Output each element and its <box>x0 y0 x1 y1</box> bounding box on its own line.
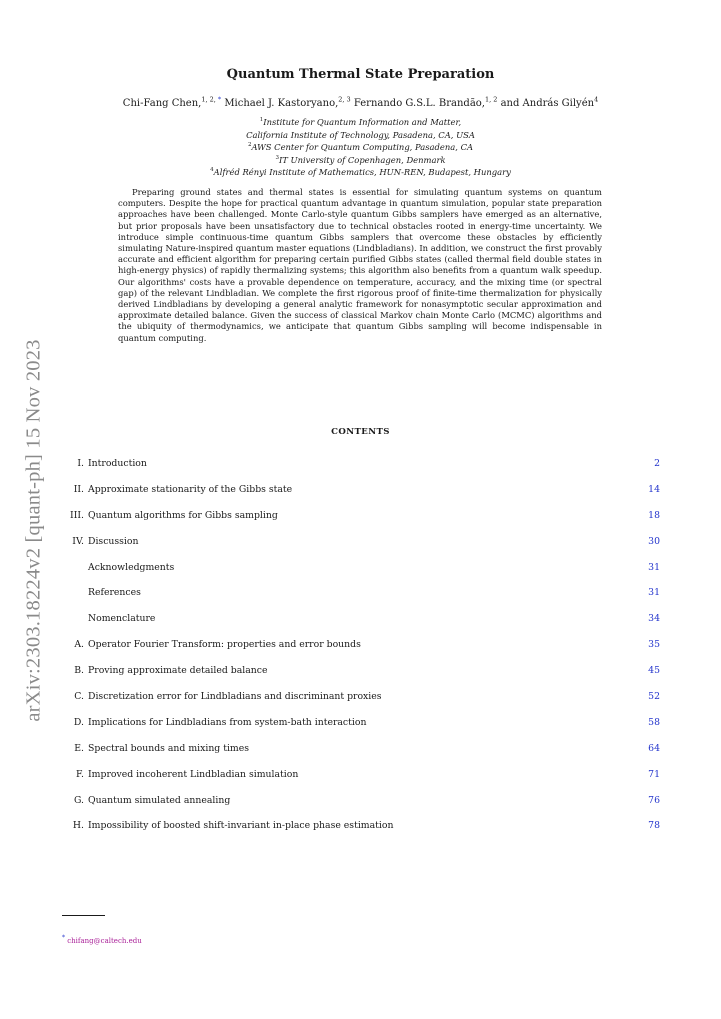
toc-page-link[interactable]: 34 <box>648 613 660 625</box>
footnote <box>62 934 142 945</box>
toc-entry[interactable] <box>62 611 660 637</box>
email-link[interactable]: chifang@caltech.edu <box>67 937 142 945</box>
table-of-contents <box>62 456 660 844</box>
affiliation-line: $^4$Alfréd Rényi Institute of Mathematics, HUN-REN, Budapest, Hungary <box>210 167 511 177</box>
affiliation-line: California Institute of Technology, Pasadena, CA, USA <box>246 129 475 140</box>
toc-title: Discussion <box>88 535 139 547</box>
toc-entry[interactable] <box>62 818 660 844</box>
toc-entry[interactable] <box>62 741 660 767</box>
toc-number: C. <box>74 691 84 703</box>
toc-title: References <box>88 587 141 599</box>
toc-title: Operator Fourier Transform: properties and error bounds <box>88 639 361 651</box>
toc-number: E. <box>74 742 84 754</box>
toc-number: H. <box>72 820 84 832</box>
toc-page-link[interactable]: 31 <box>648 587 660 599</box>
toc-page-link[interactable]: 52 <box>648 691 660 703</box>
toc-title: Quantum simulated annealing <box>88 794 231 806</box>
toc-entry[interactable] <box>62 585 660 611</box>
author-4: and András Gilyén$^4$ <box>497 95 599 109</box>
toc-page-link[interactable]: 76 <box>648 794 660 806</box>
toc-entry[interactable] <box>62 767 660 793</box>
affiliation-line: $^2$AWS Center for Quantum Computing, Pasadena, CA <box>247 142 474 152</box>
toc-title: Improved incoherent Lindbladian simulation <box>88 768 299 780</box>
paper-title: Quantum Thermal State Preparation <box>226 67 495 82</box>
toc-number: II. <box>73 483 84 495</box>
toc-title: Introduction <box>88 458 147 469</box>
toc-title: Impossibility of boosted shift-invariant in-place phase estimation <box>88 820 394 832</box>
toc-page-link[interactable]: 2 <box>654 458 660 469</box>
arxiv-stamp <box>14 300 54 760</box>
toc-entry[interactable] <box>62 663 660 689</box>
affiliation-line: $^1$Institute for Quantum Information and Matter, <box>259 117 462 127</box>
toc-number: B. <box>74 665 84 677</box>
toc-title: Quantum algorithms for Gibbs sampling <box>88 509 278 521</box>
toc-entry[interactable] <box>62 534 660 560</box>
toc-page-link[interactable]: 45 <box>648 665 660 677</box>
author-3: Fernando G.S.L. Brandão,$^{1, 2}$ <box>350 95 498 109</box>
toc-page-link[interactable]: 71 <box>648 768 660 780</box>
footnote-mark: * <box>62 934 65 942</box>
toc-entry[interactable] <box>62 508 660 534</box>
toc-title: Discretization error for Lindbladians and discriminant proxies <box>88 691 382 703</box>
toc-entry[interactable] <box>62 560 660 586</box>
toc-page-link[interactable]: 14 <box>648 483 660 495</box>
corresponding-author-mark[interactable]: * <box>217 95 222 104</box>
toc-title: Implications for Lindbladians from system-bath interaction <box>88 716 367 728</box>
toc-title: Nomenclature <box>88 613 156 625</box>
toc-page-link[interactable]: 31 <box>648 561 660 573</box>
toc-page-link[interactable]: 64 <box>648 742 660 754</box>
arxiv-stamp-text: arXiv:2303.18224v2 [quant-ph] 15 Nov 2023 <box>22 338 45 722</box>
toc-title: Approximate stationarity of the Gibbs state <box>88 483 293 495</box>
toc-entry[interactable] <box>62 689 660 715</box>
abstract: Preparing ground states and thermal states is essential for simulating quantum systems on quantum computers. Despite the hope for practical quantum advantage in quantum simulation, popular state preparation approaches have been challenged. Monte Carlo-style quantum Gibbs samplers have emerged as an alternative, but prior proposals have been unsatisfactory due to technical obstacles rooted in energy-time uncertainty. We introduce simple continuous-time quantum Gibbs samplers that overcome these obstacles by efficiently simulating Nature-inspired quantum master equations (Lindbladians). In addition, we construct the first provably accurate and efficient algorithm for preparing certain purified Gibbs states (called thermal field double states in high-energy physics) of rapidly thermalizing systems; this algorithm also benefits from a quantum walk speedup. Our algorithms' costs have a provable dependence on temperature, accuracy, and the mixing time (or spectral gap) of the relevant Lindbladian. We complete the first rigorous proof of finite-time thermalization for physically derived Lindbladians by developing a general analytic framework for nonasymptotic secular approximation and approximate detailed balance. Given the success of classical Markov chain Monte Carlo (MCMC) algorithms and the ubiquity of thermodynamics, we anticipate that quantum Gibbs sampling will become indispensable in quantum computing. <box>118 187 602 343</box>
toc-number: D. <box>73 716 84 728</box>
affiliation-line: $^3$IT University of Copenhagen, Denmark <box>275 154 446 165</box>
toc-number: IV. <box>72 535 84 547</box>
toc-page-link[interactable]: 35 <box>648 639 660 651</box>
author-1: Chi-Fang Chen,$^{1, 2,}$ * <box>122 95 222 109</box>
toc-number: III. <box>70 509 84 521</box>
toc-page-link[interactable]: 30 <box>648 535 660 547</box>
toc-page-link[interactable]: 18 <box>648 509 660 521</box>
toc-title: Proving approximate detailed balance <box>88 665 268 677</box>
toc-page-link[interactable]: 58 <box>648 716 660 728</box>
toc-title: Acknowledgments <box>88 561 175 573</box>
toc-entry[interactable] <box>62 482 660 508</box>
toc-entry[interactable] <box>62 456 660 482</box>
author-list <box>0 95 721 109</box>
toc-number: F. <box>76 768 84 780</box>
toc-title: Spectral bounds and mixing times <box>88 742 250 754</box>
contents-heading: CONTENTS <box>331 427 390 437</box>
author-2: Michael J. Kastoryano,$^{2, 3}$ <box>221 95 351 109</box>
toc-page-link[interactable]: 78 <box>648 820 660 832</box>
toc-entry[interactable] <box>62 715 660 741</box>
affiliations <box>0 116 721 179</box>
toc-entry[interactable] <box>62 793 660 819</box>
toc-number: I. <box>77 458 84 469</box>
toc-entry[interactable] <box>62 637 660 663</box>
toc-number: A. <box>74 639 84 651</box>
toc-number: G. <box>73 794 84 806</box>
footnote-rule <box>62 915 105 916</box>
